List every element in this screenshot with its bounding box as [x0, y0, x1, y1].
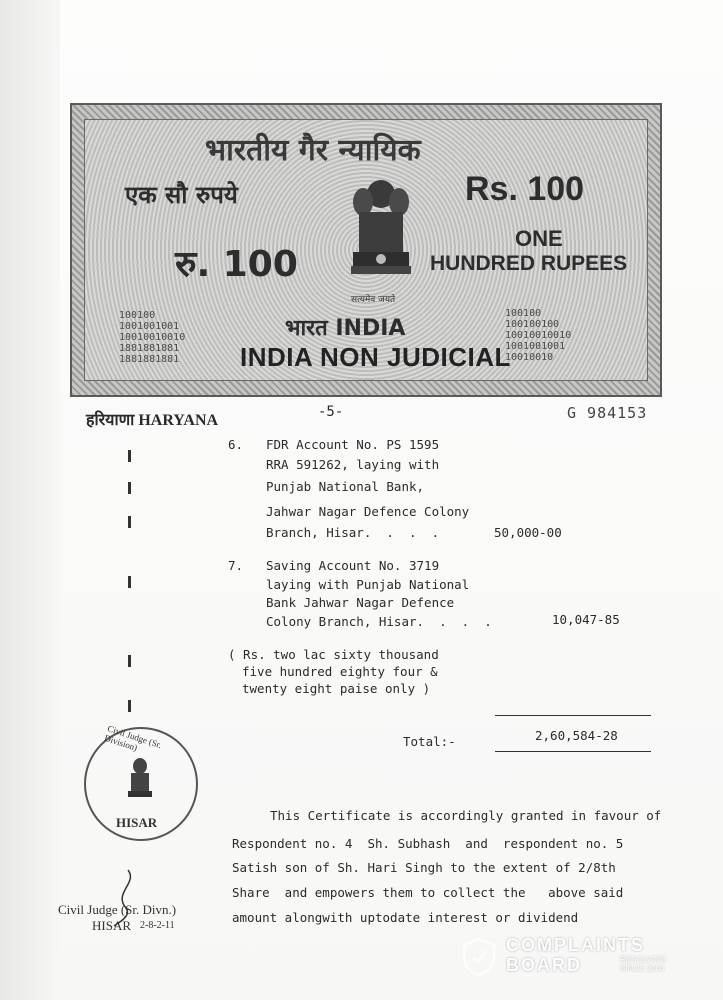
item-number: 7.: [228, 558, 244, 573]
stamp-hindi-amount: एक सौ रुपये: [125, 181, 238, 209]
total-rule-bottom: [495, 751, 651, 752]
margin-mark: [128, 700, 131, 712]
non-judicial-stamp: [70, 103, 662, 397]
signature-place: HISAR: [92, 918, 132, 933]
item-line: Jahwar Nagar Defence Colony: [266, 504, 470, 519]
total-value: 2,60,584-28: [535, 728, 618, 743]
total-rule-top: [495, 715, 651, 716]
margin-mark: [128, 516, 131, 528]
watermark-brand-line2: BOARD: [506, 955, 582, 975]
stamp-guilloche: [84, 119, 648, 381]
stamp-one: ONE: [515, 226, 563, 251]
stamp-english-amount: Rs. 100: [465, 170, 585, 208]
stamp-serial-number: G 984153: [567, 404, 648, 422]
signature-designation: Civil Judge (Sr. Divn.): [58, 902, 177, 917]
stamp-india: भारत INDIA: [285, 316, 406, 341]
watermark-brand-line1: COMPLAINTS: [506, 935, 645, 955]
amount-in-words: five hundred eighty four &: [242, 664, 438, 679]
page-number: -5-: [318, 404, 344, 420]
item-line: Saving Account No. 3719: [266, 558, 440, 573]
watermark-tagline1: RESOLVING: [620, 955, 667, 964]
item-line: RRA 591262, laying with: [266, 457, 440, 472]
margin-mark: [128, 655, 131, 667]
seal-bottom-text: HISAR: [116, 815, 158, 830]
ashoka-emblem-icon: [341, 172, 421, 292]
state-label: हरियाणा HARYANA: [86, 412, 219, 429]
item-number: 6.: [228, 437, 244, 452]
total-label: Total:-: [403, 734, 456, 749]
certificate-line: Respondent no. 4 Sh. Subhash and respondent no. 5: [232, 836, 624, 851]
seal-emblem-icon: [123, 757, 157, 803]
item-line: laying with Punjab National: [266, 577, 470, 592]
amount-in-words: twenty eight paise only ): [242, 681, 431, 696]
signature-date: 2-8-2-11: [140, 920, 175, 931]
margin-mark: [128, 576, 131, 588]
item-line: FDR Account No. PS 1595: [266, 437, 440, 452]
stamp-hundred-rupees: HUNDRED RUPEES: [430, 252, 628, 275]
item-line: Bank Jahwar Nagar Defence: [266, 595, 455, 610]
certificate-line: amount alongwith uptodate interest or dividend: [232, 910, 579, 925]
amount-in-words: ( Rs. two lac sixty thousand: [228, 647, 439, 662]
stamp-microprint-right: 100100 100100100 10010010010 1001001001 10010010: [505, 308, 572, 363]
seal-top-text: Civil Judge (Sr. Division): [103, 723, 163, 753]
certificate-line: This Certificate is accordingly granted in favour of: [270, 808, 662, 823]
watermark-tagline2: SINCE 2004: [620, 964, 665, 973]
complaintsboard-watermark: [462, 935, 712, 979]
item-amount: 50,000-00: [494, 525, 562, 540]
certificate-line: Share and empowers them to collect the above said: [232, 885, 624, 900]
page-fold-shadow: [0, 0, 60, 1000]
shield-icon: [462, 937, 496, 977]
certificate-line: Satish son of Sh. Hari Singh to the extent of 2/8th: [232, 860, 616, 875]
court-seal: [84, 723, 198, 841]
stamp-hindi-rupee: रु. 100: [175, 244, 298, 285]
item-line: Branch, Hisar. . . .: [266, 525, 440, 540]
item-amount: 10,047-85: [552, 612, 620, 627]
item-line: Punjab National Bank,: [266, 479, 425, 494]
stamp-non-judicial: INDIA NON JUDICIAL: [240, 342, 511, 372]
margin-mark: [128, 450, 131, 462]
stamp-motto: सत्यमेव जयते: [351, 295, 396, 305]
stamp-hindi-heading: भारतीय गैर न्यायिक: [205, 133, 421, 168]
stamp-microprint-left: 100100 1001001001 10010010010 1881881881 1881881881: [119, 310, 186, 365]
item-line: Colony Branch, Hisar. . . .: [266, 614, 492, 629]
margin-mark: [128, 482, 131, 494]
